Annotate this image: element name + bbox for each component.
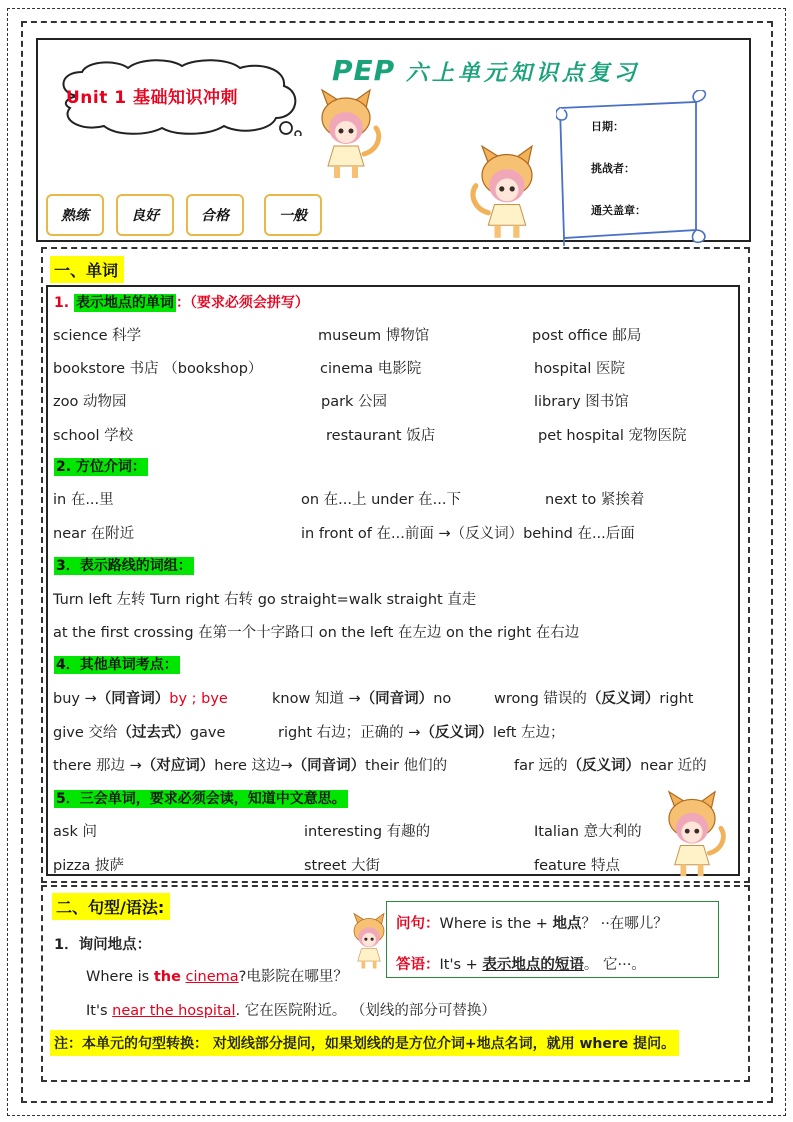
category-three-skill bbox=[54, 788, 348, 808]
text: right 右边；正确的 → bbox=[278, 725, 421, 741]
example-question bbox=[86, 965, 348, 986]
text: 。 它···。 bbox=[583, 957, 646, 973]
text: （同音词） bbox=[292, 758, 366, 774]
answer-pattern bbox=[396, 953, 646, 974]
category-prepositions-label: 2. 方位介词： bbox=[56, 459, 146, 475]
text: （同音词） bbox=[360, 691, 434, 707]
question-label: 问句： bbox=[396, 916, 440, 932]
word-item: school 学校 bbox=[53, 428, 134, 444]
other-row bbox=[514, 754, 707, 775]
word-item: bookstore 书店 （bookshop） bbox=[53, 361, 263, 377]
text: their 他们的 bbox=[365, 758, 448, 774]
word-item: post office 邮局 bbox=[532, 328, 642, 344]
word-item: in 在...里 bbox=[53, 492, 114, 508]
level-proficient: 熟练 bbox=[46, 194, 104, 236]
category-places-label: 表示地点的单词 bbox=[75, 295, 174, 311]
category-prepositions bbox=[54, 456, 148, 476]
text: give 交给 bbox=[53, 725, 118, 741]
level-good: 良好 bbox=[116, 194, 174, 236]
word-item: near 在附近 bbox=[53, 526, 135, 542]
route-row: Turn left 左转 Turn right 右转 go straight=walk straight 直走 bbox=[53, 592, 477, 608]
unit-title: Unit 1 基础知识冲刺 bbox=[66, 88, 239, 108]
question-pattern bbox=[396, 912, 668, 933]
text: Where is bbox=[86, 969, 154, 985]
word-item: zoo 动物园 bbox=[53, 394, 127, 410]
word-item: next to 紧挨着 bbox=[545, 492, 645, 508]
word-item: feature 特点 bbox=[534, 858, 620, 874]
section-sentences-title: 二、句型/语法: bbox=[52, 893, 170, 920]
text: here 这边→ bbox=[214, 758, 293, 774]
level-average: 一般 bbox=[264, 194, 322, 236]
pep-label: PEP bbox=[332, 54, 396, 87]
word-item: restaurant 饭店 bbox=[326, 428, 436, 444]
word-item: museum 博物馆 bbox=[318, 328, 430, 344]
text: （同音词） bbox=[96, 691, 170, 707]
text: . 它在医院附近。 （划线的部分可替换） bbox=[235, 1003, 496, 1019]
word-item: on 在...上 under 在...下 bbox=[301, 492, 462, 508]
text: by ; bye bbox=[169, 691, 228, 707]
category-routes bbox=[54, 555, 194, 575]
text: 表示地点的短语 bbox=[482, 957, 584, 973]
answer-label: 答语： bbox=[396, 957, 440, 973]
grammar-note: 注：本单元的句型转换： 对划线部分提问，如果划线的是方位介词+地点名词，就用 where 提问。 bbox=[50, 1030, 679, 1056]
stamp-label: 通关盖章： bbox=[591, 204, 646, 217]
challenger-label: 挑战者： bbox=[591, 162, 635, 175]
word-item: street 大街 bbox=[304, 858, 381, 874]
text: ？ ··在哪儿？ bbox=[581, 916, 668, 932]
word-item: park 公园 bbox=[321, 394, 388, 410]
category-number: 1. bbox=[54, 295, 70, 311]
text: （过去式） bbox=[117, 725, 190, 741]
text: near 近的 bbox=[640, 758, 707, 774]
route-row: at the first crossing 在第一个十字路口 on the left 在左边 on the right 在右边 bbox=[53, 625, 580, 641]
cat-girl-illustration-2 bbox=[464, 140, 550, 244]
text: It's bbox=[86, 1003, 113, 1019]
text: know 知道 → bbox=[272, 691, 361, 707]
level-pass: 合格 bbox=[186, 194, 244, 236]
pep-subtitle: 六上单元知识点复习 bbox=[405, 61, 640, 86]
word-item: Italian 意大利的 bbox=[534, 824, 642, 840]
text: 地点 bbox=[552, 916, 582, 932]
text: no bbox=[433, 691, 452, 707]
text: there 那边 → bbox=[53, 758, 142, 774]
other-row bbox=[53, 721, 225, 742]
other-row bbox=[494, 687, 693, 708]
word-item: pizza 披萨 bbox=[53, 858, 124, 874]
word-item: pet hospital 宠物医院 bbox=[538, 428, 687, 444]
text: far 远的 bbox=[514, 758, 568, 774]
word-item: library 图书馆 bbox=[534, 394, 629, 410]
text: （反义词） bbox=[586, 691, 660, 707]
subheading-ask-location: 1．询问地点： bbox=[54, 937, 152, 953]
text: right bbox=[659, 691, 694, 707]
text: the bbox=[153, 969, 181, 985]
date-label: 日期： bbox=[591, 120, 624, 133]
cat-girl-illustration-3 bbox=[650, 786, 734, 882]
word-item: interesting 有趣的 bbox=[304, 824, 431, 840]
cat-girl-illustration bbox=[306, 84, 386, 184]
other-row bbox=[53, 754, 447, 775]
word-item: ask 问 bbox=[53, 824, 97, 840]
text: left 左边； bbox=[492, 725, 565, 741]
other-row bbox=[278, 721, 565, 742]
text: near the hospital bbox=[112, 1003, 236, 1019]
other-row bbox=[53, 687, 228, 708]
word-item: science 科学 bbox=[53, 328, 142, 344]
word-item: cinema 电影院 bbox=[320, 361, 422, 377]
category-three-skill-label: 5．三会单词，要求必须会读，知道中文意思。 bbox=[56, 791, 346, 807]
category-places bbox=[54, 292, 309, 312]
category-routes-label: 3．表示路线的词组： bbox=[56, 558, 192, 574]
text: （反义词） bbox=[420, 725, 493, 741]
text: ?电影院在哪里？ bbox=[238, 969, 348, 985]
text: gave bbox=[189, 725, 226, 741]
category-other-label: 4．其他单词考点： bbox=[56, 657, 178, 673]
text: （对应词） bbox=[141, 758, 215, 774]
example-answer bbox=[86, 999, 496, 1020]
text: buy → bbox=[53, 691, 97, 707]
word-item: in front of 在...前面 →（反义词）behind 在...后面 bbox=[301, 526, 635, 542]
section-vocabulary-title: 一、单词 bbox=[50, 256, 124, 283]
other-row bbox=[272, 687, 451, 708]
page-title bbox=[332, 54, 640, 87]
text: cinema bbox=[185, 969, 239, 985]
word-item: hospital 医院 bbox=[534, 361, 626, 377]
text: （反义词） bbox=[567, 758, 641, 774]
category-places-note: ：（要求必须会拼写） bbox=[175, 295, 309, 311]
text: wrong 错误的 bbox=[494, 691, 587, 707]
text: Where is the + bbox=[439, 916, 548, 932]
text: It's + bbox=[439, 957, 478, 973]
category-other bbox=[54, 654, 180, 674]
